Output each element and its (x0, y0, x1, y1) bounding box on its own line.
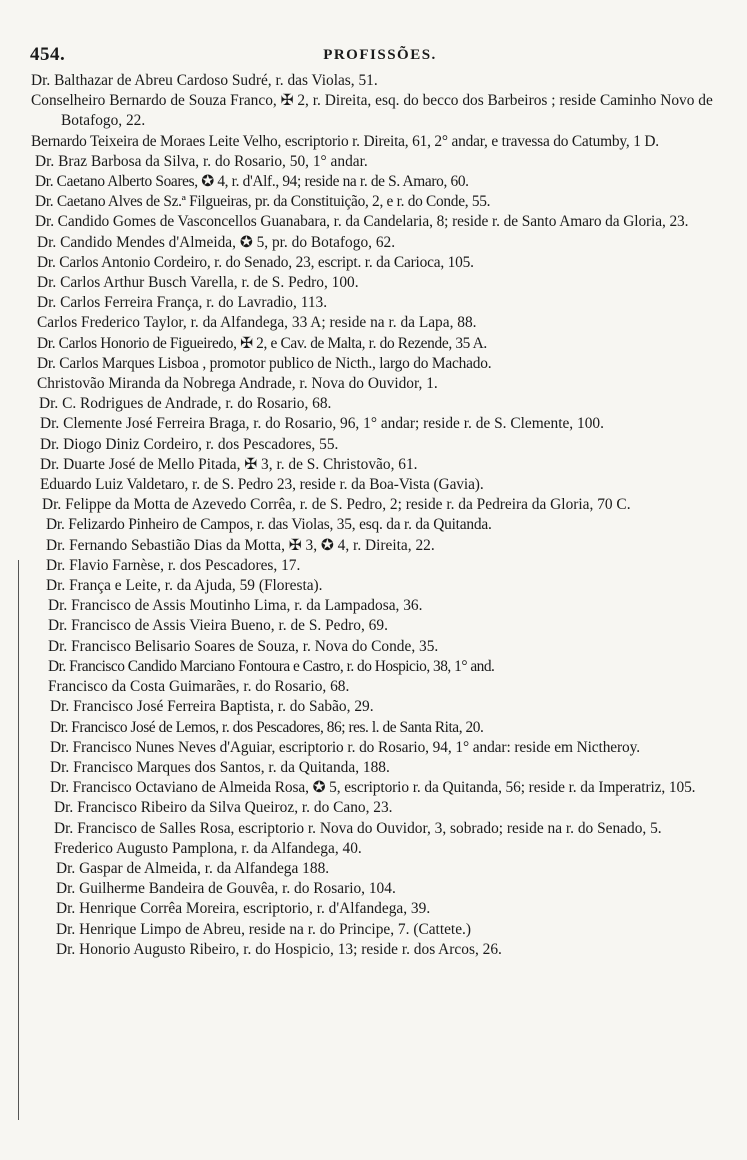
page-number: 454. (30, 44, 66, 65)
directory-entry: Dr. Francisco Ribeiro da Silva Queiroz, r. do Cano, 23. (54, 799, 393, 817)
directory-entry: Dr. Carlos Antonio Cordeiro, r. do Senado, 23, escript. r. da Carioca, 105. (37, 253, 474, 271)
running-head: PROFISSÕES. (323, 47, 437, 63)
directory-entry: Dr. Carlos Ferreira França, r. do Lavradio, 113. (37, 294, 328, 312)
directory-entry: Dr. Francisco de Assis Vieira Bueno, r. de S. Pedro, 69. (48, 617, 388, 635)
directory-entry: Dr. Carlos Arthur Busch Varella, r. de S. Pedro, 100. (37, 274, 359, 292)
directory-entry: Dr. Francisco de Assis Moutinho Lima, r. da Lampadosa, 36. (48, 597, 423, 615)
directory-entry: Dr. Francisco Nunes Neves d'Aguiar, escriptorio r. do Rosario, 94, 1° andar: reside em Nictheroy. (50, 738, 640, 756)
directory-entry: Dr. C. Rodrigues de Andrade, r. do Rosario, 68. (39, 395, 332, 413)
directory-entry: Christovão Miranda da Nobrega Andrade, r. Nova do Ouvidor, 1. (37, 375, 438, 393)
directory-entry: Dr. Francisco Marques dos Santos, r. da Quitanda, 188. (50, 758, 390, 776)
directory-entry: Dr. Francisco José Ferreira Baptista, r. do Sabão, 29. (50, 698, 374, 716)
directory-entry: Eduardo Luiz Valdetaro, r. de S. Pedro 23, reside r. da Boa-Vista (Gavia). (40, 476, 484, 494)
directory-entry: Frederico Augusto Pamplona, r. da Alfandega, 40. (54, 839, 362, 857)
directory-entry: Dr. Honorio Augusto Ribeiro, r. do Hospicio, 13; reside r. dos Arcos, 26. (56, 940, 502, 958)
directory-list (0, 71, 747, 960)
directory-entry: Dr. Balthazar de Abreu Cardoso Sudré, r. das Violas, 51. (31, 72, 378, 89)
directory-entry: Dr. Fernando Sebastião Dias da Motta, ✠ 3, ✪ 4, r. Direita, 22. (46, 536, 435, 554)
directory-entry: Dr. Guilherme Bandeira de Gouvêa, r. do Rosario, 104. (56, 880, 396, 898)
directory-entry: Dr. Henrique Limpo de Abreu, reside na r. do Principe, 7. (Cattete.) (56, 920, 472, 938)
directory-entry: Dr. França e Leite, r. da Ajuda, 59 (Floresta). (46, 577, 323, 595)
directory-entry: Dr. Felippe da Motta de Azevedo Corrêa, r. de S. Pedro, 2; reside r. da Pedreira da Gloria, 70 C. (42, 496, 631, 514)
directory-entry: Dr. Braz Barbosa da Silva, r. do Rosario, 50, 1° andar. (35, 152, 368, 170)
directory-entry: Dr. Henrique Corrêa Moreira, escriptorio, r. d'Alfandega, 39. (56, 900, 431, 918)
directory-entry: Dr. Candido Gomes de Vasconcellos Guanabara, r. da Candelaria, 8; reside r. de Santo Amaro da Gloria, 23. (35, 213, 689, 231)
directory-entry: Carlos Frederico Taylor, r. da Alfandega, 33 A; reside na r. da Lapa, 88. (37, 314, 477, 332)
directory-entry: Dr. Flavio Farnèse, r. dos Pescadores, 17. (46, 556, 301, 574)
directory-entry: Bernardo Teixeira de Moraes Leite Velho, escriptorio r. Direita, 61, 2° andar, e travessa do Catumby, 1 D. (31, 132, 659, 150)
directory-entry: Dr. Carlos Marques Lisboa , promotor publico de Nicth., largo do Machado. (37, 354, 492, 372)
directory-entry: Francisco da Costa Guimarães, r. do Rosario, 68. (48, 678, 350, 696)
directory-entry: Dr. Francisco de Salles Rosa, escriptorio r. Nova do Ouvidor, 3, sobrado; reside na r. do Senado, 5. (54, 819, 662, 837)
directory-entry: Dr. Caetano Alberto Soares, ✪ 4, r. d'Alf., 94; reside na r. de S. Amaro, 60. (35, 173, 469, 191)
page-header (30, 44, 730, 70)
directory-entry: Dr. Felizardo Pinheiro de Campos, r. das Violas, 35, esq. da r. da Quitanda. (46, 516, 492, 534)
directory-entry: Dr. Francisco Belisario Soares de Souza, r. Nova do Conde, 35. (48, 637, 439, 655)
directory-entry: Conselheiro Bernardo de Souza Franco, ✠ 2, r. Direita, esq. do becco dos Barbeiros ; reside Caminho Novo de Botafogo, 22. (31, 92, 713, 130)
directory-entry: Dr. Carlos Honorio de Figueiredo, ✠ 2, e Cav. de Malta, r. do Rezende, 35 A. (37, 334, 487, 352)
directory-entry: Dr. Candido Mendes d'Almeida, ✪ 5, pr. do Botafogo, 62. (37, 233, 396, 251)
directory-entry: Dr. Francisco Octaviano de Almeida Rosa, ✪ 5, escriptorio r. da Quitanda, 56; reside r. da Imperatriz, 105. (50, 779, 696, 797)
directory-entry: Dr. Clemente José Ferreira Braga, r. do Rosario, 96, 1° andar; reside r. de S. Clemente, 100. (40, 415, 604, 433)
directory-entry: Dr. Diogo Diniz Cordeiro, r. dos Pescadores, 55. (40, 435, 339, 453)
directory-entry: Dr. Francisco Candido Marciano Fontoura e Castro, r. do Hospicio, 38, 1° and. (48, 657, 495, 675)
directory-entry: Dr. Gaspar de Almeida, r. da Alfandega 188. (56, 859, 330, 877)
directory-entry: Dr. Duarte José de Mello Pitada, ✠ 3, r. de S. Christovão, 61. (40, 455, 418, 473)
directory-entry: Dr. Francisco José de Lemos, r. dos Pescadores, 86; res. l. de Santa Rita, 20. (50, 718, 484, 736)
directory-entry: Dr. Caetano Alves de Sz.ª Filgueiras, pr. da Constituição, 2, e r. do Conde, 55. (35, 193, 491, 211)
